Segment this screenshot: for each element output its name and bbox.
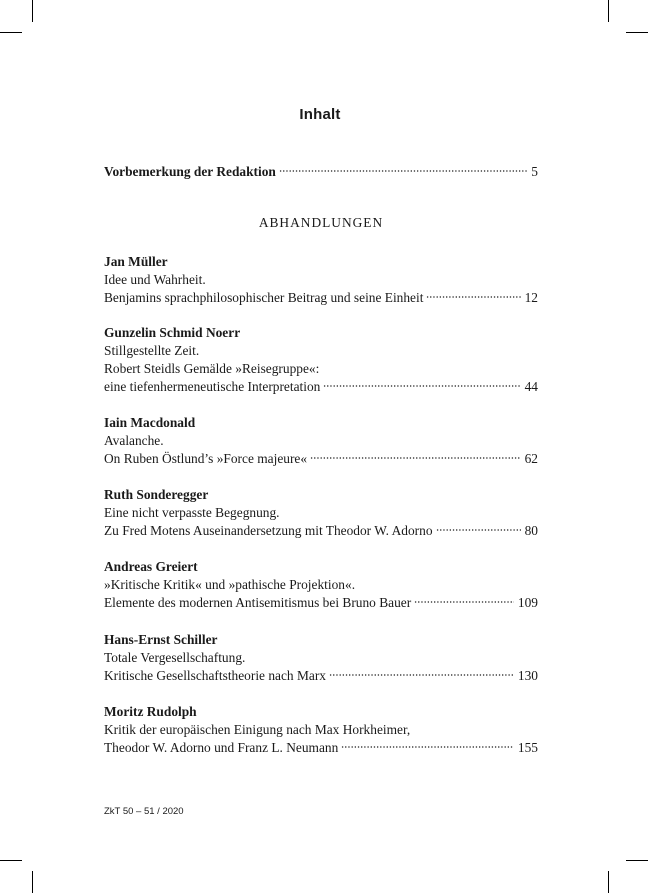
author-name: Iain Macdonald: [104, 415, 196, 430]
toc-line: [104, 450, 538, 468]
crop-mark: [608, 871, 609, 893]
entry-title-line: Zu Fred Motens Auseinandersetzung mit Theodor W. Adorno: [104, 523, 433, 538]
entry-title-line: Benjamins sprachphilosophischer Beitrag und seine Einheit: [104, 290, 424, 305]
leader-dots: [426, 295, 520, 299]
entry-title-line: eine tiefenhermeneutische Interpretation: [104, 379, 321, 394]
page-number: 12: [524, 290, 538, 305]
page-number: 62: [524, 451, 538, 466]
page-number: 80: [524, 523, 538, 538]
page-number: 44: [524, 379, 538, 394]
entry-title-line: Robert Steidls Gemälde »Reisegruppe«:: [104, 361, 320, 376]
toc-entry[interactable]: [104, 703, 538, 757]
entry-title-line: Idee und Wahrheit.: [104, 272, 206, 287]
author-name: Andreas Greiert: [104, 559, 198, 574]
page-number: 130: [517, 668, 538, 683]
toc-entry[interactable]: [104, 631, 538, 685]
leader-dots: [414, 600, 514, 604]
author-name: Ruth Sonderegger: [104, 487, 209, 502]
toc-line: [104, 739, 538, 757]
toc-line: [104, 594, 538, 612]
toc-entry[interactable]: [104, 486, 538, 540]
entry-title-line: »Kritische Kritik« und »pathische Projektion«.: [104, 577, 356, 592]
author-name: Moritz Rudolph: [104, 704, 197, 719]
toc-line: [104, 667, 538, 685]
leader-dots: [323, 384, 520, 388]
toc-line: [104, 289, 538, 307]
toc-entry[interactable]: [104, 414, 538, 468]
section-heading: ABHANDLUNGEN: [258, 215, 384, 230]
entry-title-line: Avalanche.: [104, 433, 164, 448]
toc-line: [104, 163, 538, 181]
crop-mark: [0, 860, 22, 861]
toc-entry[interactable]: [104, 253, 538, 307]
entry-title-line: Theodor W. Adorno und Franz L. Neumann: [104, 740, 339, 755]
crop-mark: [608, 0, 609, 22]
toc-entry[interactable]: [104, 558, 538, 612]
page-number: 155: [517, 740, 538, 755]
crop-mark: [0, 32, 22, 33]
toc-line: [104, 522, 538, 540]
page-number: 109: [517, 595, 538, 610]
journal-footer: ZkT 50 – 51 / 2020: [104, 806, 184, 817]
crop-mark: [32, 0, 33, 22]
author-name: Jan Müller: [104, 254, 168, 269]
entry-title-line: Totale Vergesellschaftung.: [104, 650, 246, 665]
toc-entry-preface[interactable]: [104, 163, 538, 181]
toc-line: [104, 378, 538, 396]
author-name: Hans-Ernst Schiller: [104, 632, 218, 647]
entry-title-line: Kritische Gesellschaftstheorie nach Marx: [104, 668, 326, 683]
page-title: Inhalt: [299, 106, 341, 123]
page-number: 5: [531, 164, 538, 179]
leader-dots: [310, 456, 521, 460]
crop-mark: [626, 860, 648, 861]
entry-title-line: Eine nicht verpasste Begegnung.: [104, 505, 280, 520]
author-name: Gunzelin Schmid Noerr: [104, 325, 241, 340]
toc-entry[interactable]: [104, 324, 538, 396]
crop-mark: [32, 871, 33, 893]
entry-title-line: On Ruben Östlund’s »Force majeure«: [104, 451, 308, 466]
toc-entry-title: Vorbemerkung der Redaktion: [104, 164, 276, 179]
leader-dots: [436, 528, 521, 532]
entry-title-line: Stillgestellte Zeit.: [104, 343, 200, 358]
leader-dots: [279, 169, 527, 173]
leader-dots: [329, 673, 514, 677]
crop-mark: [626, 32, 648, 33]
entry-title-line: Kritik der europäischen Einigung nach Max Horkheimer,: [104, 722, 411, 737]
leader-dots: [341, 745, 514, 749]
entry-title-line: Elemente des modernen Antisemitismus bei Bruno Bauer: [104, 595, 412, 610]
